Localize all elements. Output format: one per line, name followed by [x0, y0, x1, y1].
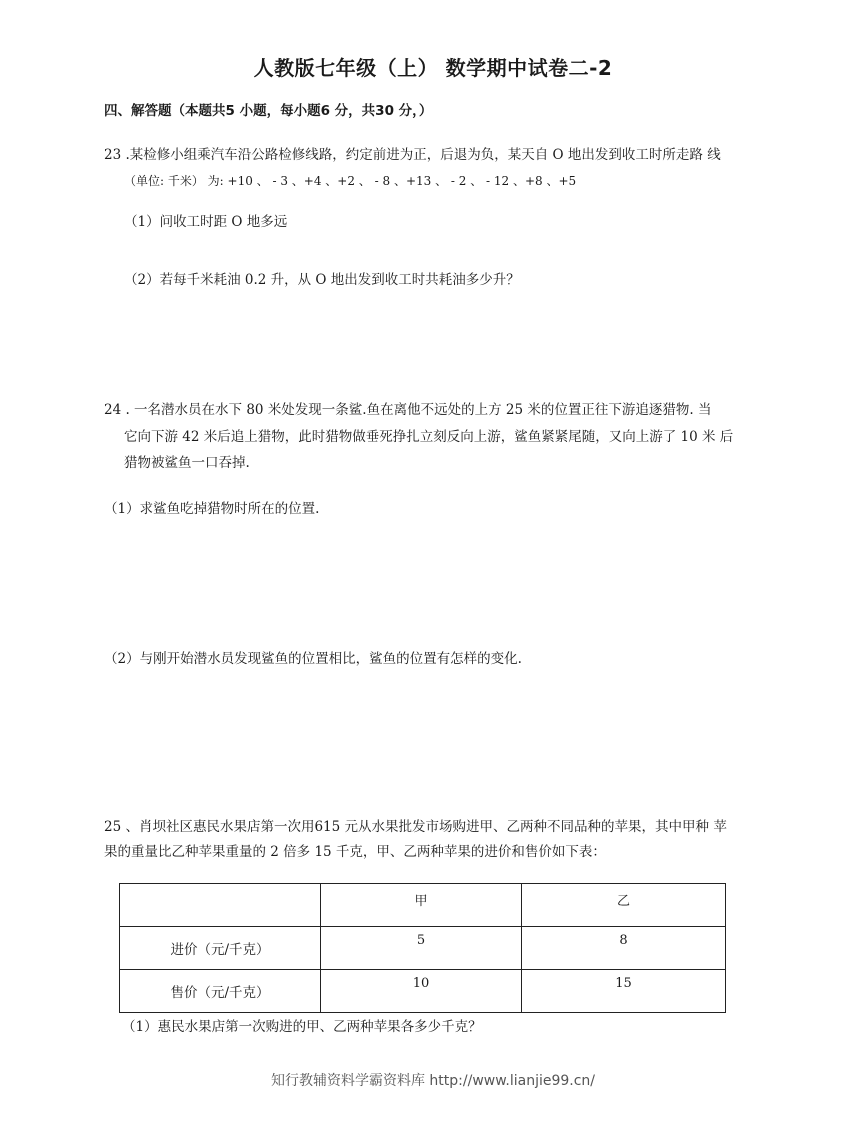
q25-line-1: 25 、肖坝社区惠民水果店第一次用615 元从水果批发市场购进甲、乙两种不同品种的苹果，其中甲种 苹 [104, 819, 727, 835]
q23-part-2: （2）若每千米耗油 0.2 升，从 O 地出发到收工时共耗油多少升？ [124, 272, 520, 288]
table-cell: 15 [522, 970, 726, 1013]
page-title: 人教版七年级（上） 数学期中试卷二-2 [253, 56, 613, 80]
table-header-cell: 甲 [321, 884, 522, 927]
q24-line-2: 它向下游 42 米后追上猎物，此时猎物做垂死挣扎立刻反向上游，鲨鱼紧紧尾随，又向上游了 10 米 后 [124, 429, 734, 445]
q24-part-1: （1）求鲨鱼吃掉猎物时所在的位置. [104, 501, 320, 517]
table-row-label: 售价（元/千克） [120, 970, 321, 1013]
q24-line-1: 24 . 一名潜水员在水下 80 米处发现一条鲨.鱼在离他不远处的上方 25 米的位置正往下游追逐猎物. 当 [104, 402, 712, 418]
table-cell: 5 [321, 927, 522, 970]
q23-part-1: （1）问收工时距 O 地多远 [124, 214, 288, 230]
footer-watermark: 知行教辅资料学霸资料库 http://www.lianjie99.cn/ [270, 1073, 596, 1089]
q25-part-1: （1）惠民水果店第一次购进的甲、乙两种苹果各多少千克？ [122, 1019, 482, 1035]
price-table [119, 883, 726, 1013]
table-row [120, 970, 726, 1013]
q25-line-2: 果的重量比乙种苹果重量的 2 倍多 15 千克，甲、乙两种苹果的进价和售价如下表： [104, 844, 606, 860]
q24-line-3: 猎物被鲨鱼一口吞掉. [124, 455, 250, 471]
table-header-cell [120, 884, 321, 927]
q23-line-1: 23 .某检修小组乘汽车沿公路检修线路，约定前进为正，后退为负，某天自 O 地出发到收工时所走路 线 [104, 147, 721, 163]
q24-part-2: （2）与刚开始潜水员发现鲨鱼的位置相比，鲨鱼的位置有怎样的变化. [104, 651, 522, 667]
table-cell: 10 [321, 970, 522, 1013]
table-header-cell: 乙 [522, 884, 726, 927]
table-header-row [120, 884, 726, 927]
table-row [120, 927, 726, 970]
section-header: 四、解答题（本题共5 小题，每小题6 分，共30 分，） [104, 103, 433, 119]
table-cell: 8 [522, 927, 726, 970]
q23-line-2: （单位: 千米） 为: +10 、 - 3 、+4 、+2 、 - 8 、+13 、 - 2 、 - 12 、+8 、+5 [124, 174, 577, 188]
table-row-label: 进价（元/千克） [120, 927, 321, 970]
